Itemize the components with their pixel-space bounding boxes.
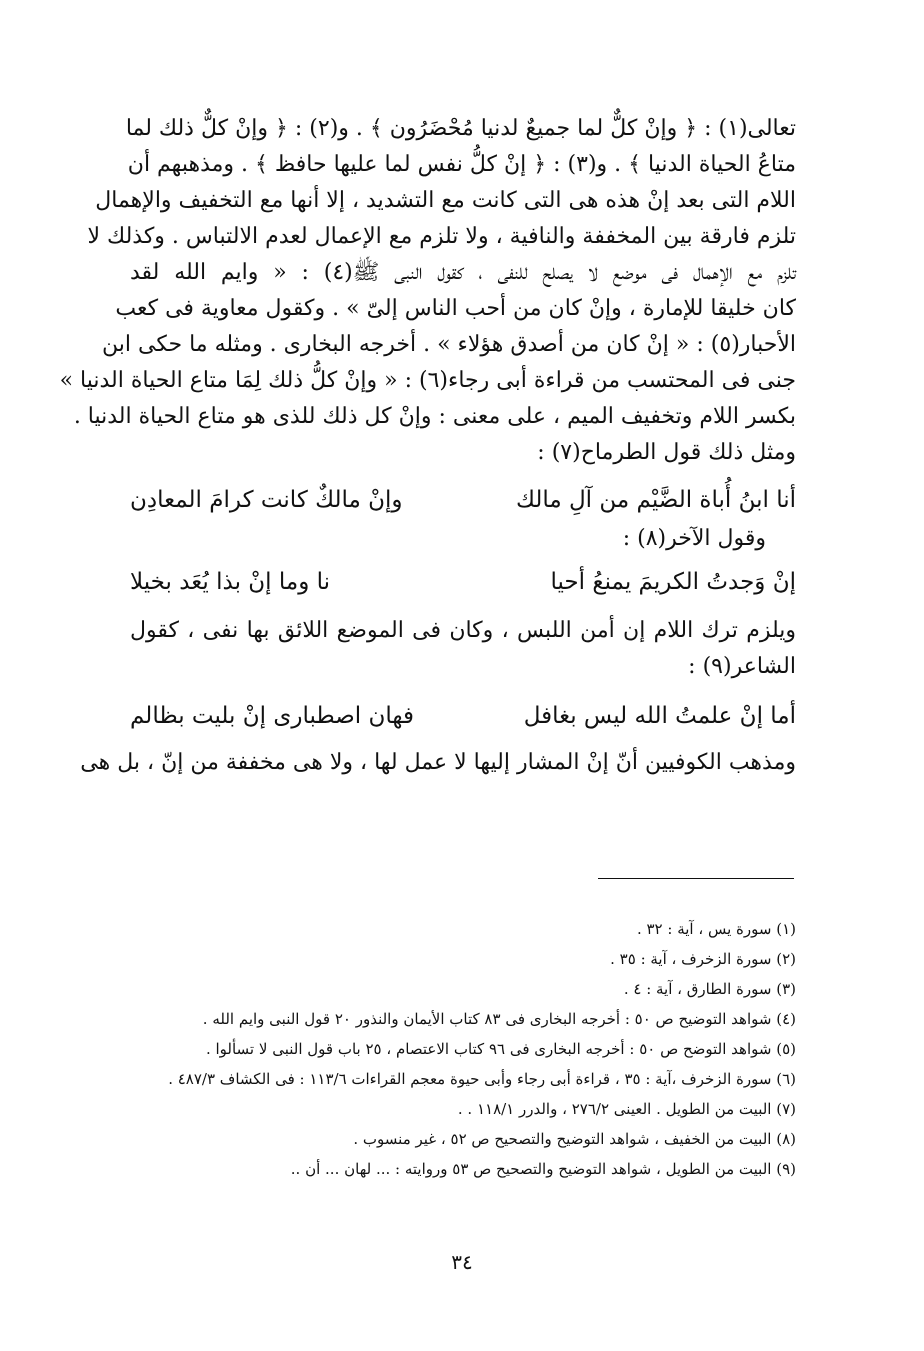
footnote: (١) سورة يس ، آية : ٣٢ . xyxy=(636,920,796,938)
footnote: (٩) البيت من الطويل ، شواهد التوضيح والتصحيح ص ٥٣ وروايته : ... لهان ... أن .. xyxy=(290,1160,796,1178)
text-line: ويلزم ترك اللام إن أمن اللبس ، وكان فى الموضع اللائق بها نفى ، كقول xyxy=(130,618,796,643)
text-line: ومذهب الكوفيين أنّ إنْ المشار إليها لا عمل لها ، ولا هى مخففة من إنّ ، بل هى xyxy=(80,750,796,775)
text-line: تلزم مع الإهمال فى موضع لا يصلح للنفى ، كقول النبى ﷺ(٤) : « وايم الله لقد xyxy=(130,260,796,285)
footnote: (٧) البيت من الطويل . العينى ٢٧٦/٢ ، والدرر ١١٨/١ . . xyxy=(457,1100,796,1118)
verse-intro: وقول الآخر(٨) : xyxy=(622,526,766,551)
footnote: (٤) شواهد التوضيح ص ٥٠ : أخرجه البخارى فى ٨٣ كتاب الأيمان والنذور ٢٠ قول النبى وايم الله . xyxy=(202,1010,796,1028)
text-line: تلزم فارقة بين المخففة والنافية ، ولا تلزم مع الإعمال لعدم الالتباس . وكذلك لا xyxy=(87,224,796,249)
verse-first-hemistich: إنْ وَجدتُ الكريمَ يمنعُ أحيا xyxy=(550,569,796,595)
verse-first-hemistich: أنا ابنُ أُباة الضَّيْم من آلِ مالك xyxy=(515,487,796,513)
verse-poet xyxy=(130,700,796,732)
verse-second-hemistich: نا وما إنْ بذا يُعَد بخيلا xyxy=(130,569,331,595)
text-line: تعالى(١) : ﴿ وإنْ كلٌّ لما جميعٌ لدنيا مُحْضَرُون ﴾ . و(٢) : ﴿ وإنْ كلٌّ ذلك لما xyxy=(125,116,796,141)
text-line: ومثل ذلك قول الطرماح(٧) : xyxy=(537,440,796,465)
text-line: كان خليقا للإمارة ، وإنْ كان من أحب الناس إلىّ » . وكقول معاوية فى كعب xyxy=(115,296,796,321)
verse-other xyxy=(130,566,796,598)
text-line: الأحبار(٥) : « إنْ كان من أصدق هؤلاء » . أخرجه البخارى . ومثله ما حكى ابن xyxy=(102,332,796,357)
verse-tarammah xyxy=(130,484,796,516)
text-line: الشاعر(٩) : xyxy=(688,654,796,679)
text-line: اللام التى بعد إنْ هذه هى التى كانت مع التشديد ، إلا أنها مع التخفيف والإهمال xyxy=(95,188,796,213)
text-line: بكسر اللام وتخفيف الميم ، على معنى : وإنْ كل ذلك للذى هو متاع الحياة الدنيا . xyxy=(73,404,796,429)
footnote: (٨) البيت من الخفيف ، شواهد التوضيح والتصحيح ص ٥٢ ، غير منسوب . xyxy=(353,1130,796,1148)
footnote: (٢) سورة الزخرف ، آية : ٣٥ . xyxy=(610,950,796,968)
verse-second-hemistich: فهان اصطبارى إنْ بليت بظالم xyxy=(130,703,414,729)
text-line: متاعُ الحياة الدنيا ﴾ . و(٣) : ﴿ إنْ كلُّ نفس لما عليها حافظ ﴾ . ومذهبهم أن xyxy=(127,152,796,177)
footnote: (٦) سورة الزخرف ،آية : ٣٥ ، قراءة أبى رجاء وأبى حيوة معجم القراءات ١١٣/٦ : فى الكشاف ٤٨٧/٣ . xyxy=(168,1070,796,1088)
footnote: (٣) سورة الطارق ، آية : ٤ . xyxy=(623,980,796,998)
verse-first-hemistich: أما إنْ علمتُ الله ليس بغافل xyxy=(523,703,796,729)
footnote-divider xyxy=(598,878,794,879)
text-line: جنى فى المحتسب من قراءة أبى رجاء(٦) : « وإنْ كلُّ ذلك لِمَا متاع الحياة الدنيا » xyxy=(59,368,796,393)
verse-second-hemistich: وإنْ مالكٌ كانت كرامَ المعادِن xyxy=(130,487,403,513)
page-number: ٣٤ xyxy=(451,1250,473,1274)
footnote: (٥) شواهد التوضح ص ٥٠ : أخرجه البخارى فى ٩٦ كتاب الاعتصام ، ٢٥ باب قول النبى لا تسألوا . xyxy=(205,1040,796,1058)
